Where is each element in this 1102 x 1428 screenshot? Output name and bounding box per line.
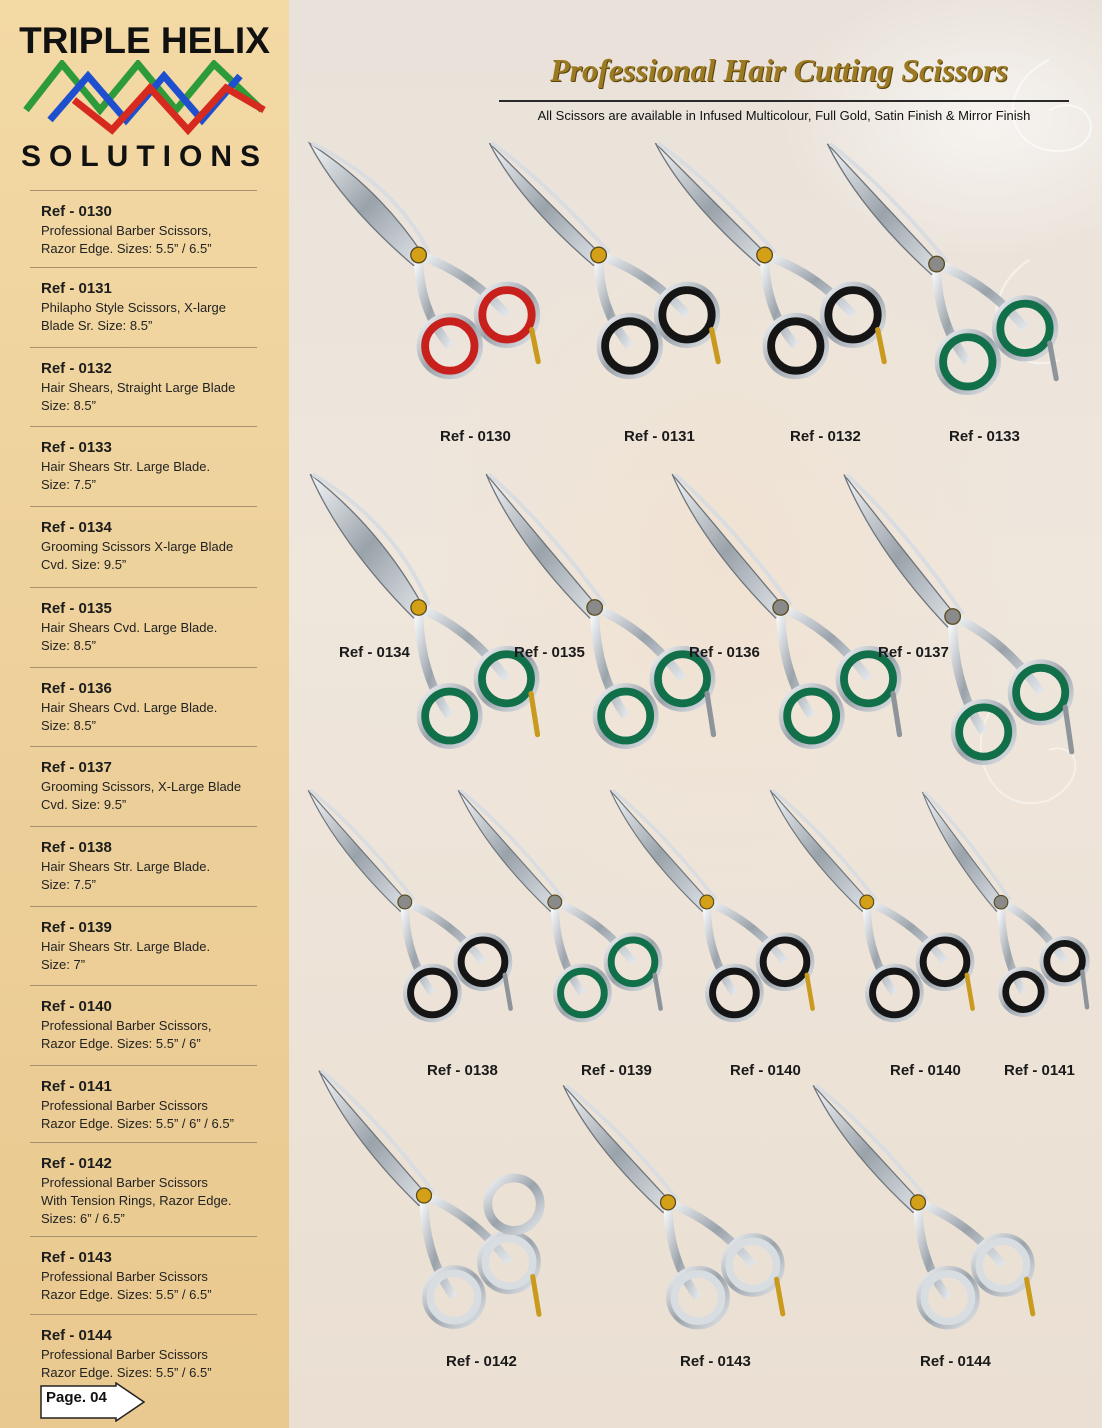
page-number: Page. 04: [46, 1389, 107, 1406]
pivot-screw-icon: [587, 600, 603, 616]
ref-code: Ref - 0139: [41, 919, 112, 936]
ring-insert: [1016, 668, 1065, 717]
product-label: Ref - 0131: [624, 428, 695, 445]
scissors-icon: [915, 785, 1102, 1045]
blade-edge: [489, 474, 605, 605]
finger-rest: [1027, 1279, 1033, 1314]
blade: [458, 790, 562, 911]
list-item: [30, 426, 257, 506]
shank: [918, 1202, 1003, 1265]
product-label: Ref - 0137: [878, 644, 949, 661]
pivot-screw-icon: [773, 600, 789, 616]
pivot-screw-icon: [548, 895, 562, 909]
page-subtitle: All Scissors are available in Infused Multicolour, Full Gold, Satin Finish & Mirror Finish: [537, 108, 1031, 123]
pivot-screw-icon: [911, 1195, 926, 1210]
product-label: Ref - 0132: [790, 428, 861, 445]
ring-insert: [959, 707, 1008, 756]
pivot-screw-icon: [411, 600, 427, 616]
product-image-0137: [833, 468, 1093, 803]
pivot-screw-icon: [591, 247, 607, 263]
shank: [937, 264, 1025, 328]
product-image-0143: [553, 1080, 803, 1357]
product-label: Ref - 0133: [949, 428, 1020, 445]
blade-edge: [830, 144, 947, 262]
product-image-0144: [803, 1080, 1053, 1357]
product-label: Ref - 0136: [689, 644, 760, 661]
ref-code: Ref - 0143: [41, 1249, 112, 1266]
shank: [953, 617, 1041, 693]
scissors-icon: [833, 468, 1093, 798]
blade-edge: [613, 790, 717, 899]
scissors-icon: [309, 1065, 559, 1355]
blade: [827, 144, 944, 275]
brand-tagline: SOLUTIONS: [20, 140, 268, 173]
scissors-icon: [817, 138, 1077, 418]
title-divider: [499, 100, 1069, 102]
blade: [610, 790, 714, 911]
blade-edge: [492, 143, 609, 252]
product-image-0133: [817, 138, 1077, 423]
blade: [486, 474, 602, 618]
list-item: [30, 667, 257, 746]
list-item: [30, 506, 257, 587]
pivot-screw-icon: [417, 1188, 432, 1203]
list-item: [30, 347, 257, 426]
blade: [489, 143, 606, 265]
ref-code: Ref - 0137: [41, 759, 112, 776]
ref-code: Ref - 0140: [41, 998, 112, 1015]
list-item: [30, 1142, 257, 1236]
ref-code: Ref - 0130: [41, 203, 112, 220]
helix-logo-icon: [22, 60, 268, 140]
list-item: [30, 906, 257, 985]
blade-edge: [322, 1071, 435, 1193]
blade-edge: [311, 790, 415, 899]
pivot-screw-icon: [700, 895, 714, 909]
ref-code: Ref - 0134: [41, 519, 112, 536]
ref-description: Hair Shears Cvd. Large Blade. Size: 8.5”: [41, 620, 218, 653]
product-label: Ref - 0130: [440, 428, 511, 445]
ref-description: Professional Barber Scissors Razor Edge. Sizes: 5.5” / 6” / 6.5”: [41, 1098, 234, 1131]
finger-rest: [1050, 343, 1057, 378]
list-item: [30, 1314, 257, 1380]
product-label: Ref - 0141: [1004, 1062, 1075, 1079]
finger-ring: [488, 1178, 541, 1231]
shank: [668, 1202, 753, 1265]
blade-edge: [847, 475, 963, 614]
pivot-screw-icon: [757, 247, 773, 263]
product-image-0142: [309, 1065, 559, 1360]
sidebar: [0, 0, 289, 1428]
blade: [844, 475, 960, 627]
scissors-icon: [803, 1080, 1053, 1352]
pivot-screw-icon: [661, 1195, 676, 1210]
ref-code: Ref - 0133: [41, 439, 112, 456]
ref-description: Professional Barber Scissors With Tension Rings, Razor Edge. Sizes: 6” / 6.5”: [41, 1175, 232, 1226]
reference-list: [30, 190, 257, 1380]
product-label: Ref - 0140: [730, 1062, 801, 1079]
list-item: [30, 267, 257, 347]
scissors-icon: [553, 1080, 803, 1352]
blade: [309, 143, 426, 265]
blade: [813, 1085, 925, 1212]
blade: [319, 1071, 432, 1206]
ref-description: Professional Barber Scissors Razor Edge. Sizes: 5.5” / 6.5”: [41, 1269, 212, 1302]
product-label: Ref - 0142: [446, 1353, 517, 1370]
blade: [655, 143, 772, 265]
blade-edge: [461, 790, 565, 899]
ref-description: Hair Shears Cvd. Large Blade. Size: 8.5”: [41, 700, 218, 733]
ring-insert: [1047, 943, 1083, 979]
ref-description: Hair Shears Str. Large Blade. Size: 7.5”: [41, 459, 211, 492]
pivot-screw-icon: [994, 895, 1008, 909]
list-item: [30, 746, 257, 826]
finger-rest: [777, 1279, 783, 1314]
blade: [310, 474, 426, 618]
ref-code: Ref - 0138: [41, 839, 112, 856]
blade: [770, 790, 874, 911]
ref-code: Ref - 0132: [41, 360, 112, 377]
blade-edge: [816, 1085, 928, 1199]
product-label: Ref - 0134: [339, 644, 410, 661]
product-label: Ref - 0135: [514, 644, 585, 661]
blade-edge: [773, 790, 877, 899]
ref-code: Ref - 0131: [41, 280, 112, 297]
pivot-screw-icon: [398, 895, 412, 909]
blade-edge: [924, 792, 1010, 900]
blade-edge: [658, 143, 775, 252]
list-item: [30, 1065, 257, 1142]
ref-description: Professional Barber Scissors, Razor Edge. Sizes: 5.5” / 6”: [41, 1018, 212, 1051]
list-item: [30, 1236, 257, 1314]
ref-code: Ref - 0144: [41, 1327, 112, 1344]
finger-rest: [1082, 972, 1087, 1007]
finger-rest: [533, 1276, 539, 1314]
pivot-screw-icon: [945, 609, 961, 625]
product-label: Ref - 0139: [581, 1062, 652, 1079]
ref-code: Ref - 0136: [41, 680, 112, 697]
ref-code: Ref - 0141: [41, 1078, 112, 1095]
ref-description: Grooming Scissors X-large Blade Cvd. Size: 9.5”: [41, 539, 234, 572]
blade: [922, 792, 1007, 911]
page-number-tag: [40, 1382, 146, 1427]
list-item: [30, 190, 257, 267]
ref-description: Hair Shears Str. Large Blade. Size: 7.5”: [41, 859, 211, 892]
ref-description: Professional Barber Scissors, Razor Edge. Sizes: 5.5” / 6.5”: [41, 223, 212, 256]
blade-edge: [566, 1085, 678, 1199]
blade-edge: [675, 474, 791, 605]
blade: [308, 790, 412, 911]
product-image-0141: [915, 785, 1102, 1050]
pivot-screw-icon: [411, 247, 427, 263]
list-item: [30, 985, 257, 1065]
ref-description: Philapho Style Scissors, X-large Blade Sr. Size: 8.5”: [41, 300, 226, 333]
ref-code: Ref - 0142: [41, 1155, 112, 1172]
product-label: Ref - 0143: [680, 1353, 751, 1370]
ref-description: Professional Barber Scissors Razor Edge. Sizes: 5.5” / 6.5”: [41, 1347, 212, 1380]
ref-description: Grooming Scissors, X-Large Blade Cvd. Size: 9.5”: [41, 779, 242, 812]
finger-rest: [1065, 707, 1071, 752]
product-label: Ref - 0144: [920, 1353, 991, 1370]
list-item: [30, 587, 257, 667]
list-item: [30, 826, 257, 906]
brand-name: TRIPLE HELIX: [19, 20, 270, 61]
product-label: Ref - 0138: [427, 1062, 498, 1079]
pivot-screw-icon: [860, 895, 874, 909]
blade: [563, 1085, 675, 1212]
product-label: Ref - 0140: [890, 1062, 961, 1079]
ref-description: Hair Shears Str. Large Blade. Size: 7”: [41, 939, 211, 972]
blade: [672, 474, 788, 618]
ref-code: Ref - 0135: [41, 600, 112, 617]
page-title: Professional Hair Cutting Scissors: [550, 52, 1008, 88]
catalog-main: [289, 0, 1102, 1428]
ref-description: Hair Shears, Straight Large Blade Size: 8.5”: [41, 380, 236, 413]
pivot-screw-icon: [929, 256, 945, 272]
